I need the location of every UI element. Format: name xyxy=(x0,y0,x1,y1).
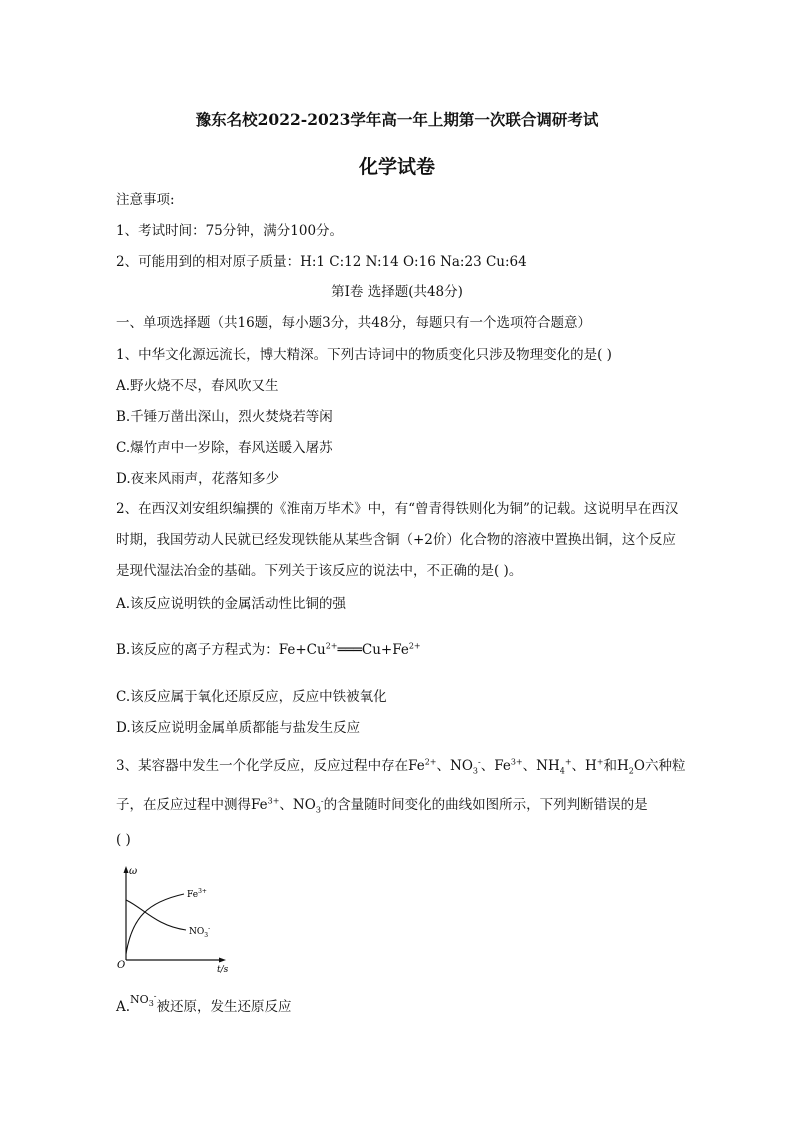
question-3-line1: 3、某容器中发生一个化学反应，反应过程中存在$Fe^{2+}$、$NO_3^-$、$Fe^{3+}$、$NH_4^+$、H+和$H_2O$六种粒 xyxy=(116,757,686,776)
q2-option-b: B.该反应的离子方程式为：$Fe+Cu^{2+}═══Cu+Fe^{2+}$ xyxy=(116,641,421,658)
x-axis-arrow xyxy=(219,958,226,963)
q2-option-c: C.该反应属于氧化还原反应，反应中铁被氧化 xyxy=(116,689,387,705)
section-instruction: 一、单项选择题（共16题，每小题3分，共48分，每题只有一个选项符合题意） xyxy=(116,315,591,331)
q1-option-b: B.千锤万凿出深山，烈火焚烧若等闲 xyxy=(116,409,333,425)
notes-heading: 注意事项: xyxy=(116,192,175,208)
q1-option-d: D.夜来风雨声，花落知多少 xyxy=(116,471,280,487)
y-axis-arrow xyxy=(124,866,129,873)
exam-title: 豫东名校2022-2023学年高一年上期第一次联合调研考试 xyxy=(195,110,599,129)
q2-option-a: A.该反应说明铁的金属活动性比铜的强 xyxy=(116,596,347,612)
section-title: 第Ⅰ卷 选择题(共48分) xyxy=(331,284,463,300)
question-2-stem: 2、在西汉刘安组织编撰的《淮南万毕术》中，有“曾青得铁则化为铜”的记载。这说明早在西汉时期，我国劳动人民就已经发现铁能从某些含铜（+2价）化合物的溶液中置换出铜，这个反应是现代湿法冶金的基础。下列关于该反应的说法中，不正确的是( )。 xyxy=(116,501,679,579)
origin-label: O xyxy=(117,960,126,971)
q1-option-a: A.野火烧不尽，春风吹又生 xyxy=(116,378,279,394)
q2-option-d: D.该反应说明金属单质都能与盐发生反应 xyxy=(116,720,361,736)
y-axis-label: ω xyxy=(129,866,138,877)
question-3-line2: 子，在反应过程中测得$Fe^{3+}$、$NO_3^-$的含量随时间变化的曲线如图所示，下列判断错误的是 xyxy=(116,796,648,815)
note-item: 2、可能用到的相对原子质量：H:1 C:12 N:14 O:16 Na:23 Cu:64 xyxy=(116,254,527,270)
q1-option-c: C.爆竹声中一岁除，春风送暖入屠苏 xyxy=(116,440,333,456)
no3-curve-label: $NO_3^-$ xyxy=(189,925,211,939)
question-3-line3: ( ) xyxy=(116,832,131,848)
q3-option-a: A.$^{NO_3^-}$被还原，发生还原反应 xyxy=(116,991,292,1015)
fe3-curve xyxy=(126,894,184,954)
note-item: 1、考试时间：75分钟，满分100分。 xyxy=(116,223,344,239)
x-axis-label: t/s xyxy=(217,965,229,974)
concentration-time-graph xyxy=(114,862,234,974)
fe3-curve-label: $Fe^{3+}$ xyxy=(187,888,207,900)
question-1-stem: 1、中华文化源远流长，博大精深。下列古诗词中的物质变化只涉及物理变化的是( ) xyxy=(116,347,612,363)
exam-subtitle: 化学试卷 xyxy=(358,156,435,178)
